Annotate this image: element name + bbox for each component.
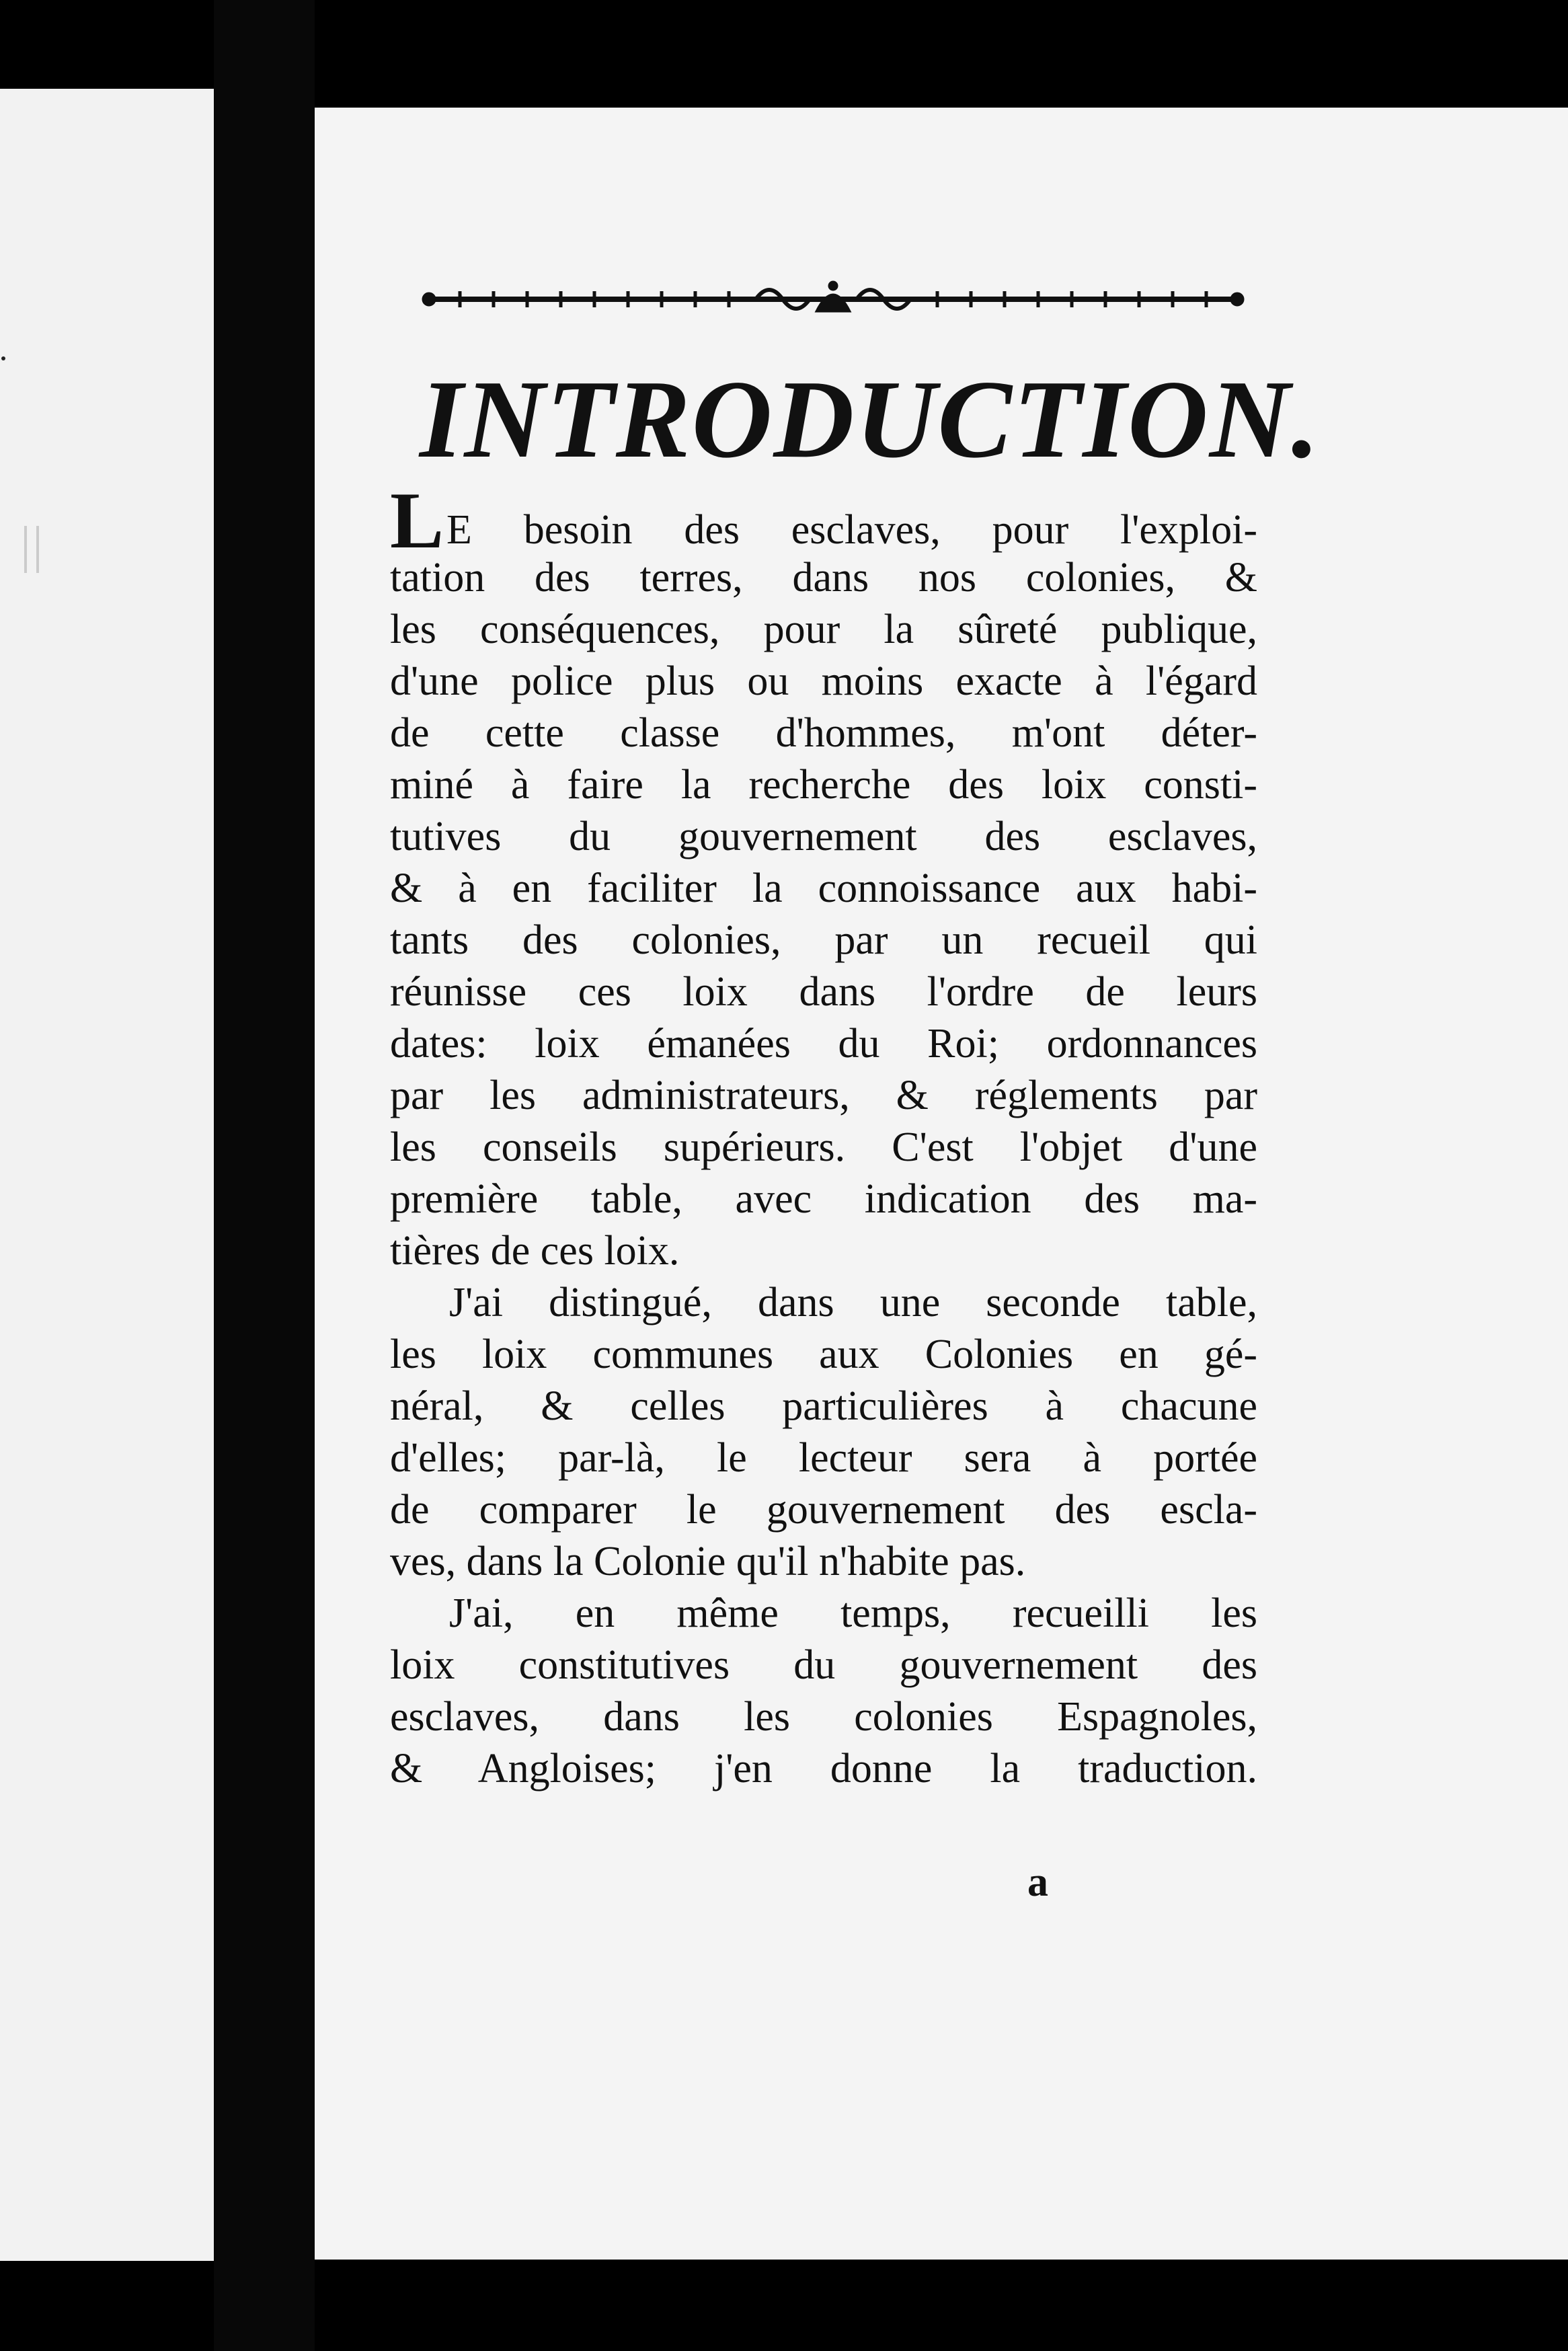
text-line: J'ai, en même temps, recueilli les [449, 1590, 1257, 1636]
text-line: réunisse ces loix dans l'ordre de leurs [390, 969, 1257, 1015]
text-line: les loix communes aux Colonies en gé- [390, 1332, 1257, 1377]
text-line: tutives du gouvernement des esclaves, [390, 814, 1257, 859]
text-line: première table, avec indication des ma- [390, 1176, 1257, 1222]
speck [1, 356, 5, 360]
text-line: esclaves, dans les colonies Espagnoles, [390, 1694, 1257, 1740]
text-line: les conseils supérieurs. C'est l'objet d'une [390, 1124, 1257, 1170]
text-line: de comparer le gouvernement des escla- [390, 1487, 1257, 1533]
text-line: néral, & celles particulières à chacune [390, 1383, 1257, 1429]
text-line: par les administrateurs, & réglements par [390, 1073, 1257, 1118]
left-page [0, 89, 214, 2261]
text-line: tants des colonies, par un recueil qui [390, 917, 1257, 963]
text-line: & Angloises; j'en donne la traduction. [390, 1746, 1257, 1791]
text-line: de cette classe d'hommes, m'ont déter- [390, 710, 1257, 756]
left-page-mark [24, 526, 39, 573]
ornament-border [420, 279, 1247, 319]
text-line: loix constitutives du gouvernement des [390, 1642, 1257, 1688]
text-line: miné à faire la recherche des loix consti- [390, 762, 1257, 808]
book-gutter [214, 0, 315, 2351]
text-line: LE besoin des esclaves, pour l'exploi- [390, 475, 1257, 565]
text-line: ves, dans la Colonie qu'il n'habite pas. [390, 1539, 1026, 1584]
text-line: d'une police plus ou moins exacte à l'égard [390, 658, 1257, 704]
text-line: les conséquences, pour la sûreté publique, [390, 607, 1257, 652]
signature-mark: a [1027, 1859, 1048, 1905]
drop-cap: L [390, 475, 444, 565]
text-line: & à en faciliter la connoissance aux habi- [390, 865, 1257, 911]
text-line: tation des terres, dans nos colonies, & [390, 555, 1257, 601]
text-line: J'ai distingué, dans une seconde table, [449, 1280, 1257, 1325]
body-text [390, 475, 1257, 1795]
text-line: d'elles; par-là, le lecteur sera à portée [390, 1435, 1257, 1481]
text-line: dates: loix émanées du Roi; ordonnances [390, 1021, 1257, 1067]
text-line: tières de ces loix. [390, 1228, 680, 1274]
page-title: INTRODUCTION. [420, 357, 1321, 481]
